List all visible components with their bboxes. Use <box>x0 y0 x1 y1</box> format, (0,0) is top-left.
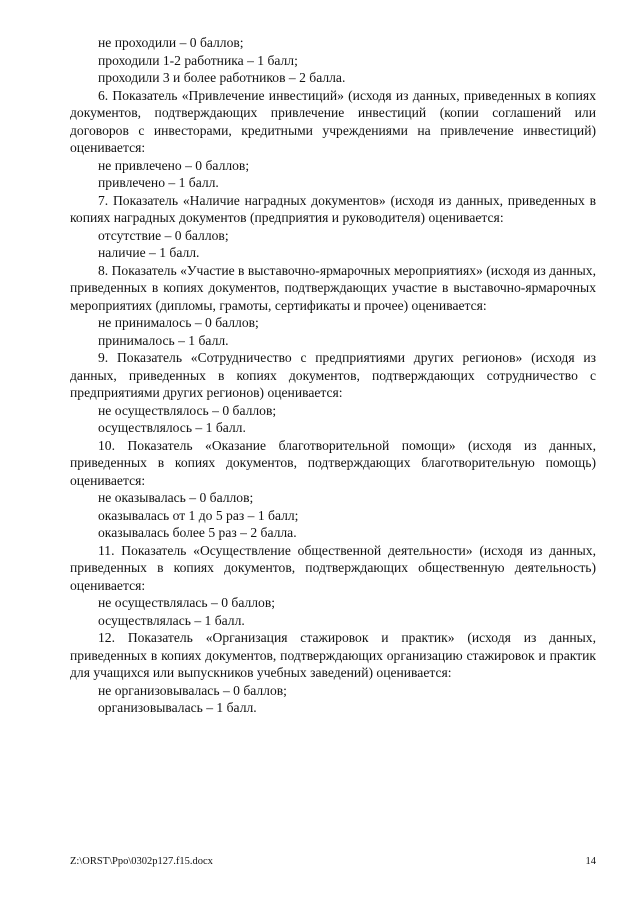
document-body <box>70 34 596 717</box>
paragraph-indicator-9: 9. Показатель «Сотрудничество с предприятиями других регионов» (исходя из данных, приведенных в копиях документов, подтверждающих сотрудничество с предприятиями других регионов) оценивается: <box>70 350 596 400</box>
text-line: оказывалась более 5 раз – 2 балла. <box>98 525 297 540</box>
paragraph-indicator-12: 12. Показатель «Организация стажировок и практик» (исходя из данных, приведенных в копиях документов, подтверждающих организацию стажировок и практик для учащихся или выпускников учебных заведений) оценивается: <box>70 630 596 680</box>
file-path: Z:\ORST\Ppo\0302p127.f15.docx <box>70 856 213 867</box>
paragraph-indicator-7: 7. Показатель «Наличие наградных документов» (исходя из данных, приведенных в копиях наградных документов (предприятия и руководителя) оценивается: <box>70 192 596 225</box>
text-line: отсутствие – 0 баллов; <box>98 227 229 243</box>
text-line: наличие – 1 балл. <box>98 245 200 260</box>
text-line: проходили 3 и более работников – 2 балла. <box>98 70 346 85</box>
text-line: осуществлялось – 1 балл. <box>98 420 246 435</box>
text-line: осуществлялась – 1 балл. <box>98 612 245 628</box>
text-line: не осуществлялась – 0 баллов; <box>98 595 276 610</box>
text-line: не организовывалась – 0 баллов; <box>98 682 287 698</box>
text-line: проходили 1-2 работника – 1 балл; <box>98 52 298 68</box>
paragraph-indicator-8: 8. Показатель «Участие в выставочно-ярмарочных мероприятиях» (исходя из данных, приведенных в копиях документов, подтверждающих участие в выставочно-ярмарочных мероприятиях (дипломы, грамоты, сертификаты и прочее) оценивается: <box>70 262 596 313</box>
page-number: 14 <box>585 856 596 867</box>
text-line: принималось – 1 балл. <box>98 332 229 348</box>
text-line: не осуществлялось – 0 баллов; <box>98 402 277 418</box>
text-line: организовывалась – 1 балл. <box>98 700 257 715</box>
text-line: не проходили – 0 баллов; <box>98 35 244 50</box>
text-line: не принималось – 0 баллов; <box>98 315 259 330</box>
paragraph-indicator-11: 11. Показатель «Осуществление общественной деятельности» (исходя из данных, приведенных в копиях документов, подтверждающих общественную деятельность) оценивается: <box>70 542 596 593</box>
text-line: оказывалась от 1 до 5 раз – 1 балл; <box>98 507 299 523</box>
paragraph-indicator-6: 6. Показатель «Привлечение инвестиций» (исходя из данных, приведенных в копиях документов, подтверждающих привлечение инвестиций (копии соглашений или договоров с инвесторами, кредитными учреждениями на привлечение инвестиций) оценивается: <box>70 87 596 155</box>
text-line: не оказывалась – 0 баллов; <box>98 490 254 505</box>
text-line: привлечено – 1 балл. <box>98 175 219 190</box>
text-line: не привлечено – 0 баллов; <box>98 157 250 173</box>
paragraph-indicator-10: 10. Показатель «Оказание благотворительной помощи» (исходя из данных, приведенных в копиях документов, подтверждающих благотворительную помощь) оценивается: <box>70 437 596 488</box>
